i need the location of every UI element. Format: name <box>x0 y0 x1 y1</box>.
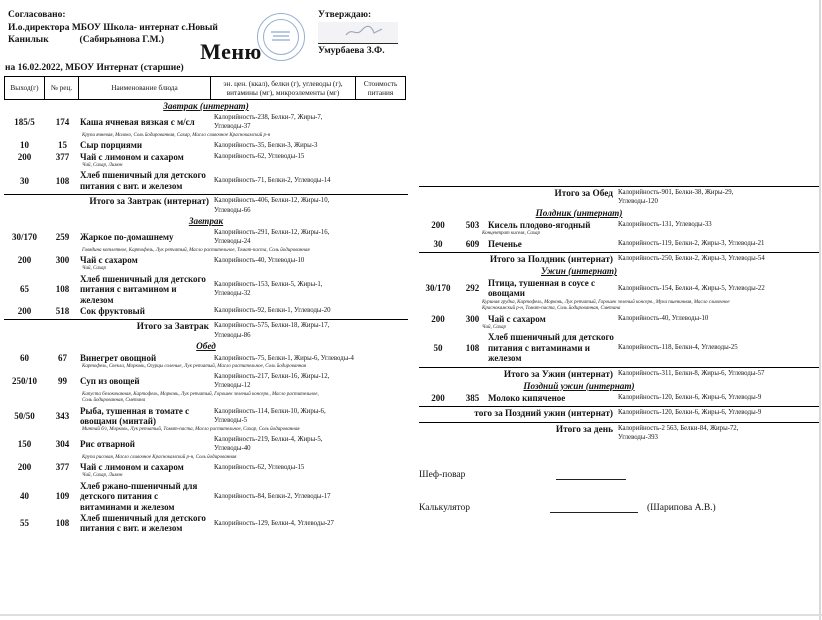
dish-name: Каша ячневая вязкая с м/сл <box>80 117 195 128</box>
dish-output-grams: 200 <box>431 313 445 324</box>
dish-output-grams: 200 <box>17 462 32 473</box>
chef-label: Шеф-повар <box>419 470 466 480</box>
total-row <box>419 367 821 380</box>
dish-output-grams: 60 <box>20 353 29 364</box>
dish-recipe-number: 99 <box>58 376 67 387</box>
dish-ingredients: Чай, Сахар, Лимон <box>82 473 123 479</box>
signature-squiggle-icon <box>344 25 384 39</box>
dish-row <box>4 306 408 316</box>
dish-row <box>419 220 821 230</box>
approve-label: Утверждаю: <box>318 10 372 20</box>
total-row <box>419 252 821 265</box>
dish-recipe-number: 292 <box>465 283 480 294</box>
dish-output-grams: 65 <box>20 284 29 295</box>
dish-nutrition: Калорийность-40, Углеводы-10 <box>214 256 305 264</box>
dish-row <box>4 170 408 191</box>
dish-nutrition: Калорийность-291, Белки-12, Жиры-16, Углеводы-24 <box>214 228 330 246</box>
meal-section-header <box>419 381 739 391</box>
dish-recipe-number: 609 <box>465 238 480 249</box>
meal-section-header <box>4 101 408 111</box>
dish-row <box>419 332 821 363</box>
dish-output-grams: 10 <box>20 140 29 151</box>
dish-row <box>4 513 408 534</box>
dish-ingredients: Картофель, Свекла, Морковь, Огурцы соленые, Лук репчатый, Масло растительное, Соль йодированная <box>82 364 307 370</box>
dish-recipe-number: 377 <box>55 151 70 162</box>
dish-row <box>4 274 408 305</box>
total-nutrition: Калорийность-406, Белки-12, Жиры-10, Углеводы-66 <box>214 197 330 214</box>
meal-section-label: Ужин (интернат) <box>540 265 618 276</box>
dish-name: Рис отварной <box>80 439 135 450</box>
dish-ingredients: Чай, Сахар <box>82 266 106 272</box>
dish-recipe-number: 300 <box>55 255 70 266</box>
dish-recipe-number: 343 <box>55 411 70 422</box>
dish-name: Хлеб пшеничный для детского питания с витамином и железом <box>80 273 206 305</box>
stamp-text-line <box>271 31 290 33</box>
dish-nutrition: Калорийность-119, Белки-2, Жиры-3, Углеводы-21 <box>618 240 765 248</box>
dish-ingredients: Чай, Сахар <box>482 324 506 330</box>
dish-name: Хлеб ржано-пшеничный для детского питания с витаминами и железом <box>80 480 198 512</box>
dish-output-grams: 200 <box>431 392 445 403</box>
dish-name: Рыба, тушенная в томате с овощами (минтай) <box>80 405 190 427</box>
calculator-signature-row <box>419 499 716 513</box>
calculator-signature-line <box>550 501 638 513</box>
dish-row <box>4 435 408 454</box>
meal-section-header <box>4 216 408 226</box>
dish-output-grams: 30/170 <box>425 283 451 294</box>
dish-name: Винегрет овощной <box>80 353 157 364</box>
total-row <box>419 186 821 207</box>
signature-block <box>419 466 716 532</box>
dish-nutrition: Калорийность-71, Белки-2, Углеводы-14 <box>214 177 331 185</box>
dish-ingredients: Минтай б/г, Морковь, Лук репчатый, Томат-паста, Масло растительное, Сахар, Соль йодированная <box>82 427 300 433</box>
dish-output-grams: 200 <box>17 255 32 266</box>
dish-recipe-number: 304 <box>55 439 70 450</box>
dish-name: Хлеб пшеничный для детского питания с вит. и железом <box>80 170 206 191</box>
menu-date-line: на 16.02.2022, МБОУ Интернат (старшие) <box>5 63 184 73</box>
agreed-name-line: Канилык (Сабирьянова Г.М.) <box>8 35 165 46</box>
dish-output-grams: 30 <box>433 238 443 249</box>
dish-nutrition: Калорийность-154, Белки-4, Жиры-5, Углеводы-22 <box>618 284 765 292</box>
total-row <box>419 406 821 419</box>
dish-name: Чай с сахаром <box>488 313 546 324</box>
dish-name: Суп из овощей <box>80 376 140 387</box>
dish-nutrition: Калорийность-84, Белки-2, Углеводы-17 <box>214 492 331 500</box>
chef-signature-row <box>419 466 716 480</box>
dish-nutrition: Калорийность-62, Углеводы-15 <box>214 463 305 471</box>
meal-section-label: Поздний ужин (интернат) <box>523 380 635 391</box>
dish-output-grams: 200 <box>431 219 445 230</box>
dish-ingredients: Говядина котлетное, Картофель, Лук репчатый, Масло растительное, Томат-паста, Соль йодированная <box>82 247 310 253</box>
dish-output-grams: 200 <box>17 306 32 317</box>
dish-name: Сок фруктовый <box>80 306 145 316</box>
menu-column-left <box>4 100 408 535</box>
dish-recipe-number: 503 <box>465 219 480 230</box>
dish-nutrition: Калорийность-62, Углеводы-15 <box>214 153 305 161</box>
dish-output-grams: 50/50 <box>14 411 35 422</box>
total-nutrition: Калорийность-120, Белки-6, Жиры-6, Углеводы-9 <box>618 408 762 416</box>
column-header-nutrition: эн. цен. (ккал), белки (г), углеводы (г), витамины (мг), микроэлементы (мг) <box>210 76 356 100</box>
page-title: Меню <box>200 39 262 64</box>
calculator-label: Калькулятор <box>419 503 471 513</box>
dish-name: Хлеб пшеничный для детского питания с вит. и железом <box>80 513 206 534</box>
dish-recipe-number: 109 <box>55 491 70 502</box>
meal-section-label: Завтрак (интернат) <box>163 101 249 111</box>
dish-name: Сыр порциями <box>80 140 143 151</box>
dish-name: Чай с лимоном и сахаром <box>80 151 184 162</box>
dish-recipe-number: 108 <box>55 518 70 529</box>
dish-recipe-number: 259 <box>55 232 70 243</box>
dish-output-grams: 250/10 <box>11 376 37 387</box>
scan-edge-bottom <box>0 614 822 616</box>
column-header-output: Выход(г) <box>4 76 45 100</box>
dish-nutrition: Калорийность-35, Белки-3, Жиры-3 <box>214 141 318 149</box>
meal-section-header <box>4 341 408 351</box>
total-nutrition: Калорийность-575, Белки-18, Жиры-17, Углеводы-86 <box>214 322 330 339</box>
total-label: Итого за Ужин (интернат) <box>503 369 613 380</box>
total-label: Итого за Полдник (интернат) <box>489 254 613 265</box>
total-row <box>419 422 821 443</box>
dish-output-grams: 30/170 <box>11 232 37 243</box>
dish-row <box>4 255 408 265</box>
dish-name: Печенье <box>488 238 522 249</box>
meal-section-label: Полдник (интернат) <box>535 207 623 218</box>
meal-section-label: Обед <box>196 341 216 352</box>
dish-output-grams: 150 <box>17 439 32 450</box>
dish-nutrition: Калорийность-118, Белки-4, Углеводы-25 <box>618 344 738 352</box>
dish-row <box>419 393 821 403</box>
meal-section-label: Завтрак <box>188 215 224 226</box>
dish-recipe-number: 108 <box>465 342 480 353</box>
dish-recipe-number: 108 <box>55 284 70 295</box>
dish-ingredients: Капуста белокочанная, Картофель, Морковь, Лук репчатый, Горошек зеленый консерв., Масло растительное, Соль йодированная, Сметана <box>82 391 319 404</box>
agreed-label: Согласовано: <box>8 10 66 20</box>
dish-row <box>4 372 408 391</box>
dish-output-grams: 40 <box>20 491 29 502</box>
dish-nutrition: Калорийность-120, Белки-6, Жиры-6, Углеводы-9 <box>618 393 762 401</box>
dish-ingredients: Крупа рисовая, Масло сливочное Краснокамский р-н, Соль йодированная <box>82 454 237 460</box>
dish-row <box>4 228 408 247</box>
dish-name: Птица, тушенная в соусе с овощами <box>488 277 596 299</box>
dish-output-grams: 50 <box>433 342 443 353</box>
dish-nutrition: Калорийность-75, Белки-1, Жиры-6, Углеводы-4 <box>214 354 354 362</box>
total-label: Итого за Обед <box>554 189 613 199</box>
dish-output-grams: 200 <box>17 151 32 162</box>
meal-section-header <box>419 266 739 276</box>
dish-nutrition: Калорийность-153, Белки-5, Жиры-1, Углеводы-32 <box>214 281 323 298</box>
scan-edge-right <box>819 0 821 620</box>
dish-name: Хлеб пшеничный для детского питания с витаминами и железом <box>488 332 614 364</box>
dish-row <box>419 314 821 324</box>
dish-name: Чай с сахаром <box>80 255 138 266</box>
dish-ingredients: Концентрат киселя, Сахар <box>482 231 541 237</box>
column-header-dish-name: Наименование блюда <box>78 76 211 100</box>
dish-recipe-number: 15 <box>58 140 67 151</box>
dish-row <box>4 406 408 427</box>
dish-recipe-number: 67 <box>58 353 67 364</box>
dish-nutrition: Калорийность-219, Белки-4, Жиры-5, Углеводы-40 <box>214 435 323 453</box>
total-label: Итого за Завтрак (интернат) <box>89 197 209 208</box>
approver-name: Умурбаева З.Ф. <box>318 45 385 56</box>
dish-nutrition: Калорийность-217, Белки-16, Жиры-12, Углеводы-12 <box>214 372 330 390</box>
meal-section-header <box>419 208 739 218</box>
total-nutrition: Калорийность-311, Белки-8, Жиры-6, Углеводы-57 <box>618 369 765 377</box>
dish-output-grams: 30 <box>20 175 29 186</box>
dish-recipe-number: 108 <box>55 175 70 186</box>
total-label: того за Поздний ужин (интернат) <box>474 408 613 419</box>
table-header-row <box>4 76 406 100</box>
dish-name: Молоко кипяченое <box>488 392 566 403</box>
dish-row <box>4 140 408 150</box>
stamp-text-line <box>273 35 289 37</box>
dish-recipe-number: 174 <box>55 117 70 128</box>
dish-row <box>4 152 408 162</box>
dish-nutrition: Калорийность-114, Белки-10, Жиры-6, Углеводы-5 <box>214 407 326 425</box>
total-row <box>4 319 408 340</box>
total-nutrition: Калорийность-250, Белки-2, Жиры-3, Углеводы-54 <box>618 254 765 262</box>
dish-recipe-number: 385 <box>465 392 480 403</box>
dish-row <box>4 481 408 512</box>
total-nutrition: Калорийность-901, Белки-38, Жиры-29, Углеводы-120 <box>618 189 734 206</box>
dish-name: Жаркое по-домашнему <box>80 232 174 243</box>
calculator-name: (Шарипова А.В.) <box>647 503 716 513</box>
menu-column-right <box>419 183 821 444</box>
dish-name: Кисель плодово-ягодный <box>488 219 591 230</box>
dish-nutrition: Калорийность-40, Углеводы-10 <box>618 315 709 323</box>
chef-signature-line <box>556 468 626 480</box>
dish-nutrition: Калорийность-129, Белки-4, Углеводы-27 <box>214 519 334 527</box>
dish-row <box>4 113 408 132</box>
dish-recipe-number: 518 <box>55 306 70 317</box>
dish-row <box>419 239 821 249</box>
dish-ingredients: Куриная грудка, Картофель, Морковь, Лук репчатый, Горошек зеленый консерв., Мука пшеничная, Масло сливочное Краснокамский р-н, Томат-паста, Соль йодированная, Сметана <box>482 299 730 312</box>
dish-nutrition: Калорийность-238, Белки-7, Жиры-7, Углеводы-37 <box>214 114 323 131</box>
total-nutrition: Калорийность-2 563, Белки-84, Жиры-72, Углеводы-393 <box>618 424 739 442</box>
dish-row <box>419 278 821 299</box>
dish-row <box>4 353 408 363</box>
dish-nutrition: Калорийность-92, Белки-1, Углеводы-20 <box>214 307 331 315</box>
dish-ingredients: Чай, Сахар, Лимон <box>82 162 123 168</box>
dish-ingredients: Крупа ячневая, Молоко, Соль йодированная, Сахар, Масло сливочное Краснокамский р-н <box>82 132 271 138</box>
total-label: Итого за Завтрак <box>136 322 209 333</box>
dish-row <box>4 462 408 472</box>
agreed-director-line: И.о.директора МБОУ Школа- интернат с.Новый <box>8 22 218 33</box>
total-label: Итого за день <box>555 424 613 435</box>
dish-recipe-number: 300 <box>465 313 480 324</box>
dish-recipe-number: 377 <box>55 462 70 473</box>
dish-name: Чай с лимоном и сахаром <box>80 462 184 473</box>
column-header-cost: Стоимость питания <box>355 76 406 100</box>
dish-output-grams: 185/5 <box>14 117 35 128</box>
dish-nutrition: Калорийность-131, Углеводы-33 <box>618 221 712 229</box>
column-header-recipe: № рец. <box>44 76 79 100</box>
total-row <box>4 194 408 215</box>
dish-output-grams: 55 <box>20 518 29 529</box>
